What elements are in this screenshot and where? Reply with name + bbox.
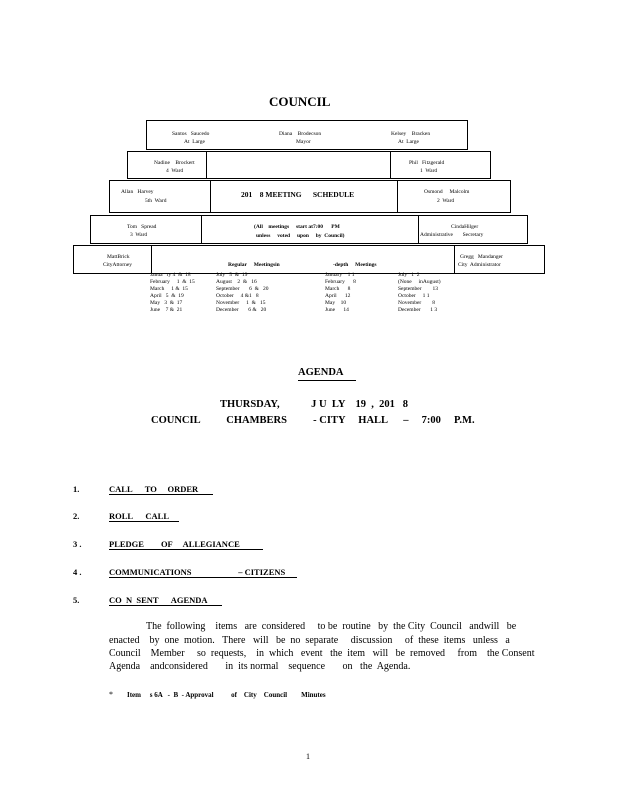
regular-meetings-label: Regular Meetingsin — [228, 262, 280, 268]
schedule-entry: October 4 &1 8 — [216, 293, 259, 299]
schedule-entry: July 1 2 — [398, 272, 420, 278]
consent-paragraph-line: enacted by one motion. There will be no separate discussion of these items unless a — [109, 635, 510, 646]
member-role: Mayor — [296, 139, 311, 145]
schedule-entry: January 1 1 — [325, 272, 355, 278]
agenda-item-number: 5. — [73, 595, 80, 605]
agenda-item-label: CO N SENT AGENDA — [109, 595, 208, 605]
agenda-title: AGENDA — [298, 367, 344, 378]
schedule-entry: July 5 & 19 — [216, 272, 248, 278]
schedule-entry: December 6 & 20 — [216, 307, 267, 313]
schedule-note: (All meetings start at7:00 PM — [254, 224, 340, 230]
consent-paragraph-line: Agenda andconsidered in its normal sequence on the Agenda. — [109, 661, 411, 672]
agenda-item-underline — [109, 605, 222, 606]
schedule-entry: June 7 & 21 — [150, 307, 183, 313]
depth-meetings-label: -depth Meetings — [333, 262, 377, 268]
meeting-date: THURSDAY, J U LY 19 , 201 8 — [220, 399, 409, 410]
agenda-item-label: COMMUNICATIONS – CITIZENS — [109, 567, 286, 577]
member-name: Osmond Malcolm — [424, 189, 470, 195]
member-role: At Large — [398, 139, 419, 145]
member-name: Nadine Brockert — [154, 160, 195, 166]
schedule-entry: March 1 & 15 — [150, 286, 188, 292]
agenda-item-label: PLEDGE OF ALLEGIANCE — [109, 539, 240, 549]
schedule-note: unless voted upon by Council) — [256, 233, 345, 239]
schedule-entry: October 1 1 — [398, 293, 430, 299]
schedule-entry: September 6 & 20 — [216, 286, 269, 292]
member-name: Kelsey Bracken — [391, 131, 431, 137]
member-role: CityAttorney — [103, 262, 133, 268]
member-name: CindaHilger — [451, 224, 479, 230]
schedule-heading: 201 8 MEETING SCHEDULE — [241, 190, 355, 199]
member-name: Tom Spread — [127, 224, 157, 230]
schedule-entry: August 2 & 16 — [216, 279, 257, 285]
member-name: Phil Fitzgerald — [409, 160, 445, 166]
agenda-item-underline — [109, 521, 179, 522]
member-role: At Large — [184, 139, 205, 145]
schedule-entry: May 3 & 17 — [150, 300, 183, 306]
schedule-entry: December 1 3 — [398, 307, 438, 313]
agenda-item-label: CALL TO ORDER — [109, 484, 199, 494]
sub-item-label: Item s 6A - B - Approval of City Council Minutes — [127, 691, 326, 699]
member-name: Santos Saucedo — [172, 131, 210, 137]
schedule-col-2 — [216, 272, 269, 314]
schedule-entry: March 8 — [325, 286, 351, 292]
schedule-entry: February 8 — [325, 279, 356, 285]
schedule-entry: February 1 & 15 — [150, 279, 195, 285]
schedule-entry: April 5 & 19 — [150, 293, 184, 299]
agenda-item-underline — [109, 577, 297, 578]
member-box-osmond — [397, 180, 511, 213]
schedule-entry: Janua ry 4 & 18 — [150, 272, 191, 278]
member-role: 4 Ward — [166, 168, 184, 174]
member-name: Diana Brodecson — [279, 131, 322, 137]
consent-paragraph-line: Council Member so requests, in which event the item will be removed from the Consent — [109, 648, 535, 659]
member-role: 5th Ward — [145, 198, 167, 204]
agenda-item-number: 3 . — [73, 539, 82, 549]
schedule-entry: November 8 — [398, 300, 435, 306]
consent-paragraph-line: The following items are considered to be routine by the City Council andwill be — [146, 621, 517, 632]
schedule-col-4 — [398, 272, 441, 314]
member-role: City Administrator — [458, 262, 501, 268]
member-role: Administrative Secretary — [420, 232, 484, 238]
schedule-col-3 — [325, 272, 356, 314]
schedule-entry: November 1 & 15 — [216, 300, 266, 306]
meeting-place: COUNCIL CHAMBERS - CITY HALL – 7:00 P.M. — [151, 415, 475, 426]
agenda-item-label: ROLL CALL — [109, 511, 169, 521]
page-number: 1 — [306, 752, 310, 761]
member-name: Allan Harvey — [121, 189, 154, 195]
agenda-item-number: 4 . — [73, 567, 82, 577]
schedule-entry: (None inAugust) — [398, 279, 441, 285]
schedule-entry: September 13 — [398, 286, 439, 292]
schedule-entry: June 14 — [325, 307, 349, 313]
member-box-allan — [109, 180, 211, 213]
agenda-title-underline — [298, 380, 356, 381]
sub-item-bullet: * — [109, 690, 113, 699]
schedule-entry: May 10 — [325, 300, 347, 306]
member-role: 1 Ward — [420, 168, 438, 174]
member-role: 3 Ward — [130, 232, 148, 238]
agenda-item-underline — [109, 494, 213, 495]
agenda-item-underline — [109, 549, 263, 550]
agenda-item-number: 1. — [73, 484, 80, 494]
member-name: Gregg Mandanger — [460, 254, 503, 260]
member-name: MattBrick — [107, 254, 130, 260]
schedule-col-1 — [150, 272, 195, 314]
agenda-item-number: 2. — [73, 511, 80, 521]
page-title: COUNCIL — [269, 94, 331, 109]
schedule-entry: April 12 — [325, 293, 351, 299]
member-role: 2 Ward — [437, 198, 455, 204]
